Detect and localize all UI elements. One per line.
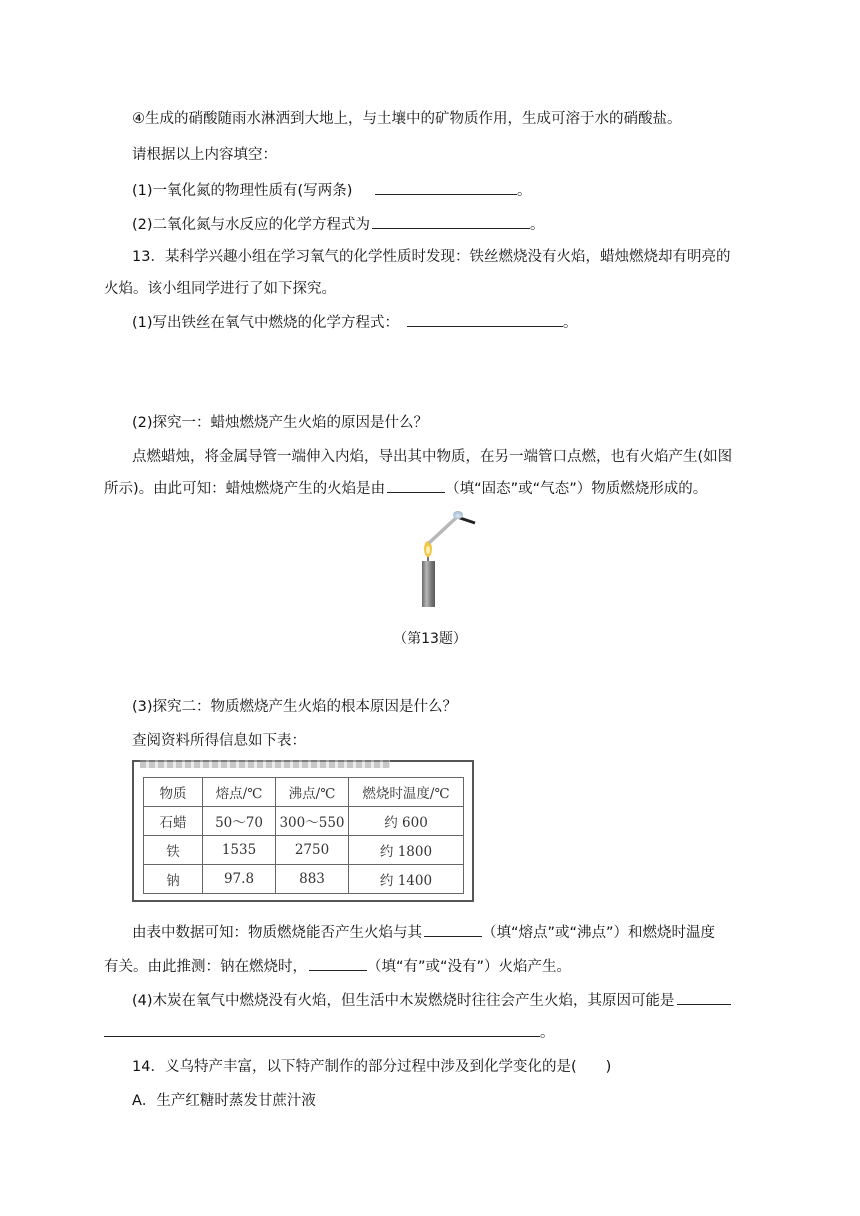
question-13-3-heading: (3)探究二：物质燃烧产生火焰的根本原因是什么？ xyxy=(132,699,458,715)
question-13-4-end: 。 xyxy=(540,1025,555,1041)
question-13-4 xyxy=(132,990,731,1012)
table-cell: 2750 xyxy=(276,836,349,865)
table-cell: 约 600 xyxy=(349,807,464,836)
table-header-cell: 燃烧时温度/℃ xyxy=(349,778,464,807)
question-14-option-a[interactable]: A．生产红糖时蒸发甘蔗汁液 xyxy=(132,1093,316,1109)
question-12-1 xyxy=(132,180,531,202)
table-cell: 钠 xyxy=(144,865,203,894)
table-cell: 50～70 xyxy=(203,807,276,836)
table-cell: 约 1800 xyxy=(349,836,464,865)
table-row xyxy=(144,836,464,865)
table-cell: 约 1400 xyxy=(349,865,464,894)
table-cell: 883 xyxy=(276,865,349,894)
question-13-4-text: (4)木炭在氧气中燃烧没有火焰，但生活中木炭燃烧时往往会产生火焰，其原因可能是 xyxy=(132,993,675,1009)
answer-blank-12-1[interactable] xyxy=(375,180,517,195)
question-13-3-conclusion-line1 xyxy=(132,922,715,944)
question-12-2-end: 。 xyxy=(530,217,545,233)
figure-caption: （第13题） xyxy=(393,631,467,647)
table-cell: 97.8 xyxy=(203,865,276,894)
question-13-3-text: 由表中数据可知：物质燃烧能否产生火焰与其 xyxy=(132,925,422,941)
question-13-2-text: 所示)。由此可知：蜡烛燃烧产生的火焰是由 xyxy=(104,481,386,497)
text-line-instruction: 请根据以上内容填空： xyxy=(132,147,277,163)
table-header-cell: 熔点/℃ xyxy=(203,778,276,807)
answer-blank-12-2[interactable] xyxy=(372,214,530,229)
answer-blank-13-2[interactable] xyxy=(387,478,445,493)
question-13-3-hint2: （填“有”或“没有”）火焰产生。 xyxy=(367,959,572,975)
question-13-3-intro: 查阅资料所得信息如下表： xyxy=(132,733,306,749)
question-12-2 xyxy=(132,214,545,236)
question-12-2-text: (2)二氧化氮与水反应的化学方程式为 xyxy=(132,217,371,233)
table-header-row xyxy=(144,778,464,807)
question-13-3-conclusion-line2 xyxy=(104,956,571,978)
properties-table xyxy=(143,777,464,894)
table-row xyxy=(144,865,464,894)
question-13-stem-line1: 13．某科学兴趣小组在学习氧气的化学性质时发现：铁丝燃烧没有火焰，蜡烛燃烧却有明亮的 xyxy=(132,249,731,265)
question-13-2-body-line2 xyxy=(104,478,707,500)
question-13-stem-line2: 火焰。该小组同学进行了如下探究。 xyxy=(104,281,336,297)
table-cell: 铁 xyxy=(144,836,203,865)
table-header-cell: 沸点/℃ xyxy=(276,778,349,807)
question-13-4-line2 xyxy=(104,1022,555,1044)
question-13-1 xyxy=(132,312,578,334)
question-13-3-text2: 有关。由此推测：钠在燃烧时， xyxy=(104,959,307,975)
answer-blank-13-4b[interactable] xyxy=(104,1022,540,1037)
table-cell: 石蜡 xyxy=(144,807,203,836)
text-line-nitrate: ④生成的硝酸随雨水淋洒到大地上，与土壤中的矿物质作用，生成可溶于水的硝酸盐。 xyxy=(132,111,682,127)
answer-blank-13-3a[interactable] xyxy=(424,922,482,937)
question-13-2-heading: (2)探究一：蜡烛燃烧产生火焰的原因是什么？ xyxy=(132,415,429,431)
question-14-stem: 14．义乌特产丰富，以下特产制作的部分过程中涉及到化学变化的是( ) xyxy=(132,1059,612,1075)
question-12-1-end: 。 xyxy=(516,183,532,199)
question-13-1-text: (1)写出铁丝在氧气中燃烧的化学方程式： xyxy=(132,315,400,331)
question-13-2-hint: （填“固态”或“气态”）物质燃烧形成的。 xyxy=(445,481,708,497)
question-13-1-end: 。 xyxy=(563,315,578,331)
answer-blank-13-4a[interactable] xyxy=(677,990,731,1005)
question-13-2-body-line1: 点燃蜡烛，将金属导管一端伸入内焰，导出其中物质，在另一端管口点燃，也有火焰产生(如图 xyxy=(132,449,733,465)
table-cell: 1535 xyxy=(203,836,276,865)
table-cropped-title xyxy=(140,760,390,768)
question-12-1-text: (1)一氧化氮的物理性质有(写两条) xyxy=(132,183,353,199)
answer-blank-13-3b[interactable] xyxy=(309,956,367,971)
table-cell: 300～550 xyxy=(276,807,349,836)
answer-blank-13-1[interactable] xyxy=(407,312,563,327)
table-header-cell: 物质 xyxy=(144,778,203,807)
table-row xyxy=(144,807,464,836)
question-13-3-hint: （填“熔点”或“沸点”）和燃烧时温度 xyxy=(482,925,716,941)
candle-with-metal-tube-icon xyxy=(405,505,485,610)
